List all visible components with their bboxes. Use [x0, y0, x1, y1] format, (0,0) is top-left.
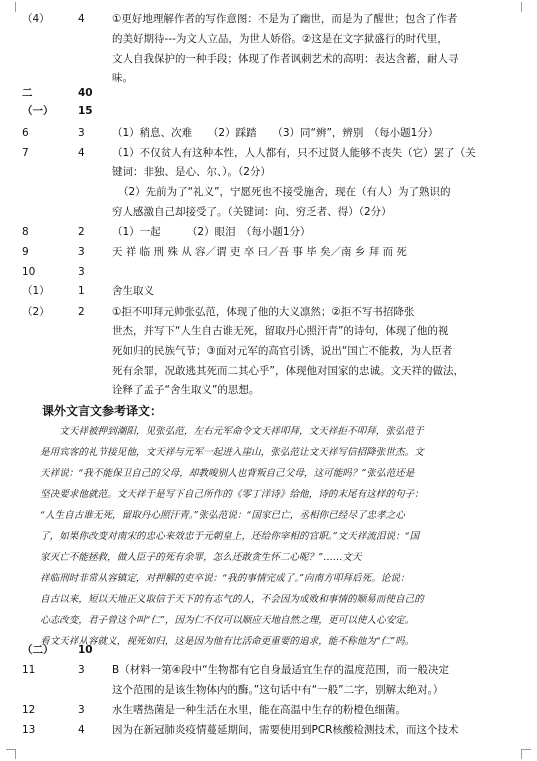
translation-title: 课外文言文参考译文：: [42, 404, 163, 418]
score: 4: [78, 724, 85, 736]
answer-text: 水生嗜热菌是一种生活在水里，能在高温中生存的粉橙色细菌。: [112, 704, 406, 716]
translation-line: 文天祥被押到潮阳，见张弘范，左右元军命令文天祥叩拜，文天祥拒不叩拜，张弘范于: [40, 426, 424, 437]
answer-text: 味。: [112, 72, 133, 84]
translation-line: 心志改变，君子曾这个叫“仁”，因为仁不仅可以顺应天地自然之理，更可以使人心安定。: [40, 615, 415, 626]
translation-line: 看文天祥从容就义，视死如归，这是因为他有比活命更重要的追求，能不称他为“仁”吗。: [40, 636, 415, 647]
answer-text: ①更好地理解作者的写作意图：不是为了幽世，而是为了醒世；包含了作者: [112, 13, 458, 25]
answer-text: 因为在新冠肺炎疫情蔓延期间，需要使用到PCR核酸检测技术，而这个技术: [112, 724, 459, 736]
translation-line: 自古以来，短以天地正义取信于天下的有志气的人，不会因为成败和事情的顺易而使自己的: [40, 594, 424, 605]
translation-line: 祥临刑时非常从容镇定，对押解的吏卒说：“我的事情完成了。”向南方叩拜后死。论说：: [40, 573, 410, 584]
translation-line: “人生自古谁无死，留取丹心照汗青。”张弘范说：“国家已亡，丞相你已经尽了忠孝之心: [40, 510, 405, 521]
answer-text: 键词：非独、是心、尔、）。（2分）: [112, 166, 271, 178]
question-number: 13: [22, 724, 36, 736]
corner-crop-mark: [6, 749, 16, 759]
question-number: 8: [22, 226, 29, 238]
question-number: （2）: [22, 306, 50, 318]
answer-text: 这个范围的是该生物体内的酶。”这句话中有“一般”二字，别解太绝对。）: [112, 684, 444, 696]
score: 2: [78, 306, 85, 318]
answer-text: （2）先前为了“礼义”，宁愿死也不接受施舍，现在（有人）为了熟识的: [118, 186, 451, 198]
translation-line: 是用宾客的礼节接见他，文天祥与元军一起进入崖山，张弘范让文天祥写信招降张世杰。文: [40, 447, 424, 458]
answer-text: 文人自我保护的一种手段；体现了作者讽刺艺术的高明：表达含蓄，耐人寻: [112, 53, 459, 65]
section-number: 二: [22, 87, 33, 99]
score: 2: [78, 226, 85, 238]
corner-crop-mark: [521, 749, 531, 759]
answer-text: 穷人感激自己却接受了。（关键词：向、穷乏者、得）（2分）: [112, 206, 392, 218]
answer-text: B（材料一第④段中“生物都有它自身最适宜生存的温度范围，而一般决定: [112, 664, 450, 676]
answer-text: 舍生取义: [112, 285, 154, 297]
score: 3: [78, 246, 85, 258]
score: 4: [78, 13, 85, 25]
translation-line: 坚决要求他就范。文天祥于是写下自己所作的《零丁洋诗》给他，诗的末尾有这样的句子：: [40, 489, 424, 500]
question-number: 6: [22, 127, 29, 139]
score: 4: [78, 147, 85, 159]
answer-text: 死有余罪，况敢逃其死而二其心乎”，体现他对国家的忠诚。文天祥的做法，: [112, 365, 464, 377]
question-number: 12: [22, 704, 36, 716]
corner-crop-mark: [6, 2, 16, 12]
question-number: 10: [22, 266, 36, 278]
translation-line: 了，如果你改变对南宋的忠心来效忠于元朝皇上，还给你宰相的官职。”文天祥流泪说：“国: [40, 531, 420, 542]
answer-text: （1）不仅贫人有这种本性，人人都有，只不过贤人能够不丧失（它）罢了（关: [112, 147, 476, 159]
section-score: 40: [78, 87, 93, 99]
question-number: （1）: [22, 285, 50, 297]
answer-text: （1）一起 （2）眼泪 （每小题1分）: [112, 226, 311, 238]
question-number: （4）: [22, 13, 50, 25]
answer-text: 诠释了孟子“舍生取义”的思想。: [112, 384, 260, 396]
subsection-score: 15: [78, 105, 93, 117]
question-number: 7: [22, 147, 29, 159]
answer-text: ①拒不叩拜元帅张弘范，体现了他的大义凛然；②拒不写书招降张: [112, 306, 415, 318]
score: 1: [78, 285, 85, 297]
answer-text: （1）稍息、次难 （2）踩踏 （3）同“辨”，辨别 （每小题1分）: [112, 127, 439, 139]
score: 3: [78, 266, 85, 278]
answer-text: 天 祥 临 刑 殊 从 容／谓 吏 卒 曰／吾 事 毕 矣／南 乡 拜 而 死: [112, 246, 407, 258]
score: 3: [78, 664, 85, 676]
corner-crop-mark: [521, 2, 531, 12]
subsection-number: （二）: [22, 644, 54, 656]
answer-text: 死如归的民族气节；③面对元军的高官引诱，说出“国亡不能救，为人臣者: [112, 345, 453, 357]
question-number: 9: [22, 246, 29, 258]
score: 3: [78, 127, 85, 139]
question-number: 11: [22, 664, 36, 676]
score: 3: [78, 704, 85, 716]
answer-text: 世杰，并写下“人生自古谁无死，留取丹心照汗青”的诗句，体现了他的视: [112, 325, 449, 337]
subsection-number: （一）: [22, 105, 54, 117]
translation-line: 天祥说：“我不能保卫自己的父母，却教唆别人也背叛自己父母，这可能吗？”张弘范还是: [40, 468, 415, 479]
translation-line: 家灭亡不能拯救，做人臣子的死有余罪，怎么还敢贪生怀二心呢？”……文天: [40, 552, 362, 563]
subsection-score: 10: [78, 644, 93, 656]
answer-text: 的美好期待---为文人立品，为世人娇俗。②这是在文字狱盛行的时代里，: [112, 33, 448, 45]
